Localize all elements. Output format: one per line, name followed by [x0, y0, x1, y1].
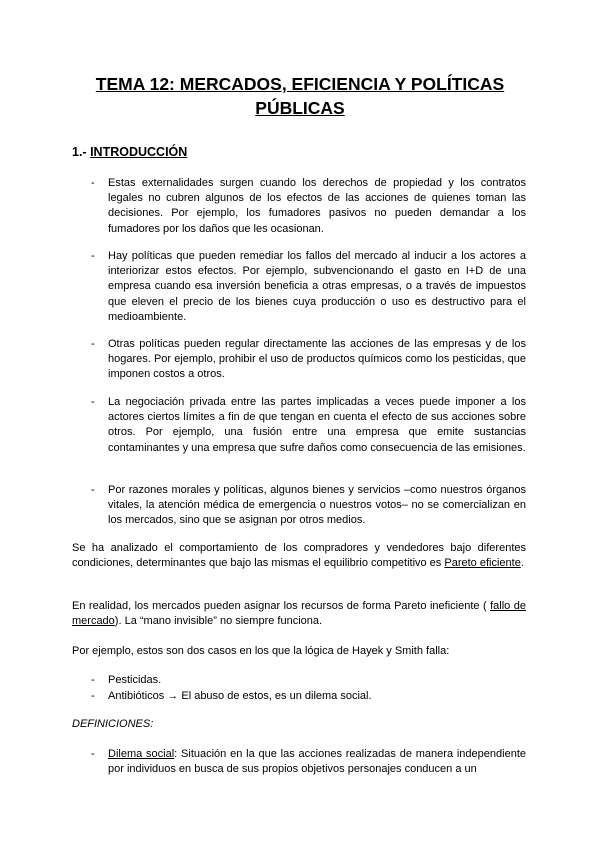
bullet-marker: -	[91, 338, 95, 350]
bullet-item-4: La negociación privada entre las partes implicadas a veces puede imponer a los actores ciertos límites a fin de que tengan en cuenta el efecto de sus acciones sobre otros. Por ejemplo, una fusión entre una empresa que emite sustancias contaminantes y una empresa que sufre daños como consecuencia de las emisiones.	[108, 396, 526, 454]
paragraph-examples: Por ejemplo, estos son dos casos en los que la lógica de Hayek y Smith falla:	[72, 645, 450, 657]
definition-item-1: Dilema social: Situación en la que las acciones realizadas de manera independiente por individuos en busca de sus propios objetivos personajes conducen a un	[108, 748, 526, 776]
bullet-item-3: Otras políticas pueden regular directamente las acciones de las empresas y de los hogares. Por ejemplo, prohibir el uso de productos químicos como los pesticidas, que imponen costos a otros.	[108, 338, 526, 381]
paragraph-market-failure: En realidad, los mercados pueden asignar los recursos de forma Pareto ineficiente ( fallo de mercado). La “mano invisible” no siempre funciona.	[72, 600, 526, 628]
example-item-pesticides: Pesticidas.	[108, 674, 162, 686]
paragraph-market-failure-text: En realidad, los mercados pueden asignar los recursos de forma Pareto ineficiente (	[72, 600, 487, 612]
bullet-marker: -	[91, 396, 95, 408]
example-item-antibiotics: Antibióticos → El abuso de estos, es un dilema social.	[108, 690, 372, 702]
section-heading	[72, 145, 187, 159]
bullet-item-2: Hay políticas que pueden remediar los fallos del mercado al inducir a los actores a interiorizar estos efectos. Por ejemplo, subvencionando el gasto en I+D de una empresa cuando esa inversión beneficia a otras empresas, o a través de impuestos que eleven el precio de los bienes cuya producción o uso es destructivo para el medioambiente.	[108, 250, 526, 323]
document-title-line-2: PÚBLICAS	[255, 98, 345, 118]
bullet-marker: -	[91, 674, 95, 686]
bullet-marker: -	[91, 484, 95, 496]
section-number: 1.-	[72, 145, 87, 159]
definitions-heading: DEFINICIONES:	[72, 718, 154, 730]
section-title: INTRODUCCIÓN	[90, 145, 188, 159]
bullet-item-1: Estas externalidades surgen cuando los derechos de propiedad y los contratos legales no cubren algunos de los efectos de las acciones de quienes toman las decisiones. Por ejemplo, los fumadores pasivos no pueden demandar a los fumadores por los daños que les ocasionan.	[108, 177, 526, 235]
pareto-efficient-term: Pareto eficiente	[444, 557, 521, 570]
bullet-marker: -	[91, 177, 95, 189]
market-failure-term: fallo de mercado	[72, 600, 526, 628]
bullet-marker: -	[91, 690, 95, 702]
bullet-marker: -	[91, 748, 95, 760]
paragraph-pareto: Se ha analizado el comportamiento de los compradores y vendedores bajo diferentes condiciones, determinantes que bajo las mismas el equilibrio competitivo es Pareto eficiente.	[72, 542, 526, 570]
definition-term: Dilema social	[108, 748, 175, 760]
bullet-marker: -	[91, 250, 95, 262]
bullet-item-5: Por razones morales y políticas, algunos bienes y servicios –como nuestros órganos vitales, la atención médica de emergencia o nuestros votos– no se comercializan en los mercados, sino que se asignan por otros medios.	[108, 484, 526, 527]
document-title-line-1: TEMA 12: MERCADOS, EFICIENCIA Y POLÍTICAS	[95, 74, 505, 94]
paragraph-pareto-text: Se ha analizado el comportamiento de los compradores y vendedores bajo diferentes condiciones, determinantes que bajo las mismas el equilibrio competitivo es	[72, 542, 526, 570]
